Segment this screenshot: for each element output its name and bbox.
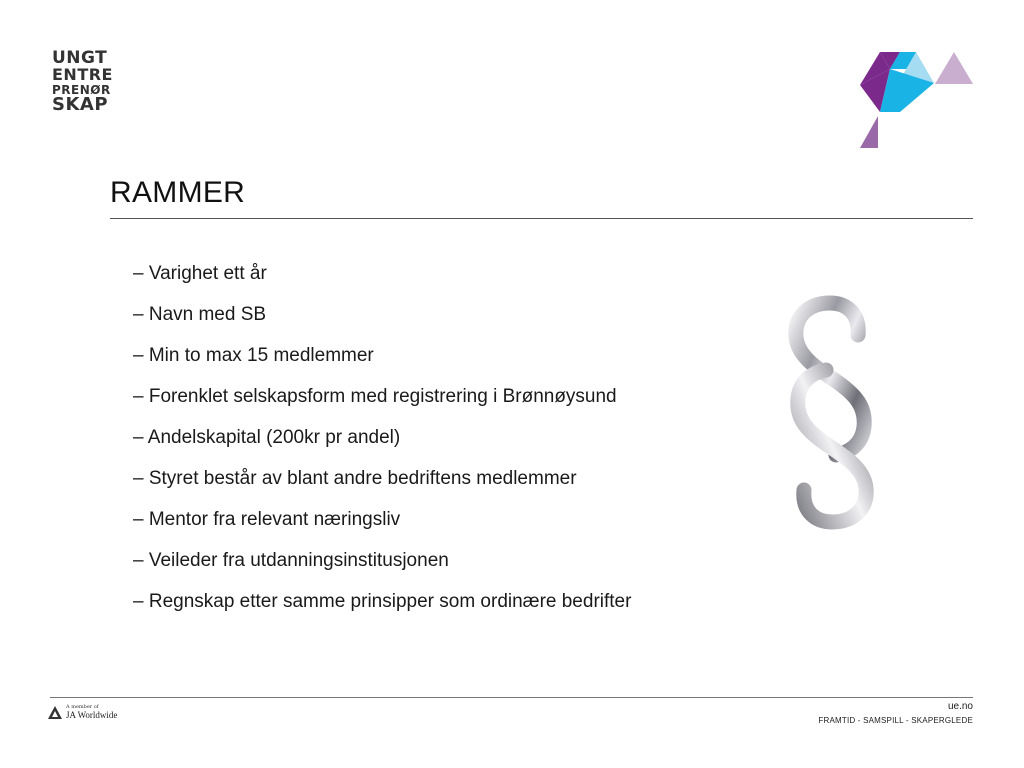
footer-website: ue.no: [947, 701, 973, 712]
logo-line-1: UNGT: [52, 48, 108, 68]
logo-line-2: ENTRE: [52, 65, 113, 84]
logo-line-4: SKAP: [52, 94, 109, 115]
list-item: – Min to max 15 medlemmer: [133, 345, 374, 366]
list-item: – Andelskapital (200kr pr andel): [133, 427, 401, 448]
ja-member-text: A member of: [66, 704, 99, 710]
list-item: – Varighet ett år: [133, 263, 267, 284]
ungt-entreprenorskap-logo: [52, 50, 122, 114]
list-item: – Veileder fra utdanningsinstitusjonen: [133, 550, 449, 571]
list-item: – Regnskap etter samme prinsipper som ordinære bedrifter: [133, 591, 632, 612]
list-item: – Mentor fra relevant næringsliv: [133, 509, 401, 530]
list-item: – Styret består av blant andre bedriftens medlemmer: [133, 468, 577, 489]
triangle-mosaic-icon: [858, 50, 974, 150]
logo-line-3: PRENØR: [52, 83, 111, 97]
ja-worldwide-icon: [48, 706, 62, 719]
list-item: – Forenklet selskapsform med registrering i Brønnøysund: [133, 386, 617, 407]
slide-title: RAMMER: [110, 176, 246, 209]
footer-tagline: FRAMTID - SAMSPILL - SKAPERGLEDE: [818, 716, 973, 725]
list-item: – Navn med SB: [133, 304, 267, 325]
bullet-list: [133, 260, 631, 629]
paragraph-section-icon: [776, 295, 886, 530]
title-divider: [110, 218, 973, 219]
footer-divider: [50, 697, 973, 698]
ja-worldwide-text: JA Worldwide: [66, 710, 118, 720]
ja-worldwide-logo: [48, 703, 138, 723]
